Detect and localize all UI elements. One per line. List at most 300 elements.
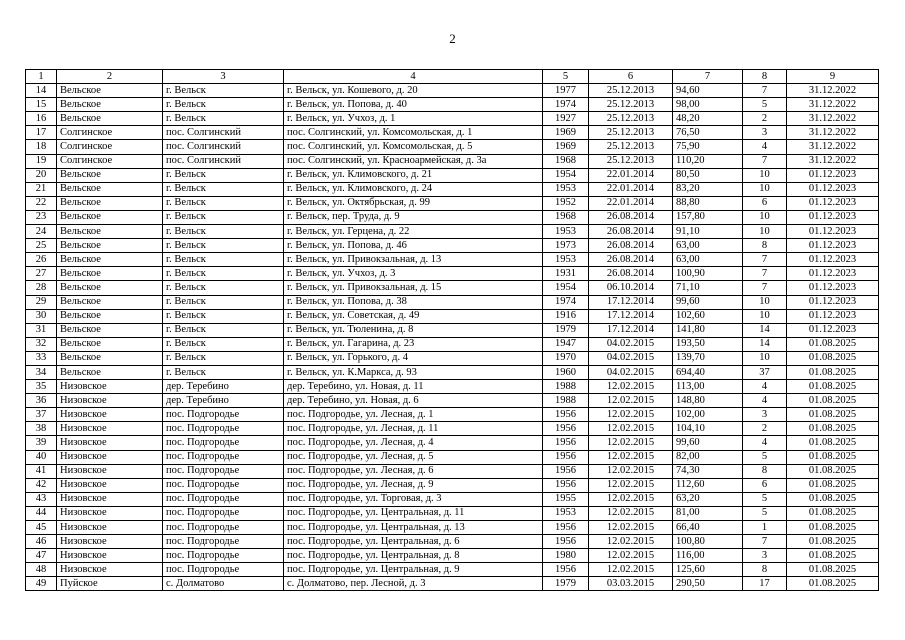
decision-date-cell: 25.12.2013 <box>589 84 673 98</box>
address-cell: г. Вельск, ул. Климовского, д. 24 <box>284 182 543 196</box>
address-cell: с. Долматово, пер. Лесной, д. 3 <box>284 577 543 591</box>
resettlement-deadline-cell: 31.12.2022 <box>787 140 879 154</box>
table-row <box>26 225 879 239</box>
row-number-cell: 24 <box>26 225 57 239</box>
resettlement-deadline-cell: 01.08.2025 <box>787 563 879 577</box>
decision-date-cell: 17.12.2014 <box>589 295 673 309</box>
settlement-cell: Вельское <box>57 253 163 267</box>
residents-count-cell: 14 <box>743 323 787 337</box>
decision-date-cell: 17.12.2014 <box>589 323 673 337</box>
locality-cell: пос. Солгинский <box>163 140 284 154</box>
residents-count-cell: 7 <box>743 535 787 549</box>
address-cell: пос. Подгородье, ул. Лесная, д. 9 <box>284 478 543 492</box>
settlement-cell: Низовское <box>57 422 163 436</box>
row-number-cell: 32 <box>26 337 57 351</box>
locality-cell: г. Вельск <box>163 309 284 323</box>
address-cell: г. Вельск, ул. Советская, д. 49 <box>284 309 543 323</box>
settlement-cell: Низовское <box>57 450 163 464</box>
address-cell: дер. Теребино, ул. Новая, д. 11 <box>284 380 543 394</box>
residents-count-cell: 10 <box>743 225 787 239</box>
decision-date-cell: 22.01.2014 <box>589 168 673 182</box>
decision-date-cell: 26.08.2014 <box>589 210 673 224</box>
build-year-cell: 1980 <box>543 549 589 563</box>
build-year-cell: 1969 <box>543 140 589 154</box>
address-cell: г. Вельск, ул. Привокзальная, д. 15 <box>284 281 543 295</box>
locality-cell: пос. Подгородье <box>163 506 284 520</box>
residents-count-cell: 7 <box>743 154 787 168</box>
resettlement-deadline-cell: 01.08.2025 <box>787 577 879 591</box>
row-number-cell: 15 <box>26 98 57 112</box>
build-year-cell: 1956 <box>543 563 589 577</box>
locality-cell: г. Вельск <box>163 84 284 98</box>
row-number-cell: 47 <box>26 549 57 563</box>
column-number: 4 <box>284 70 543 84</box>
residents-count-cell: 10 <box>743 182 787 196</box>
decision-date-cell: 12.02.2015 <box>589 563 673 577</box>
locality-cell: г. Вельск <box>163 253 284 267</box>
decision-date-cell: 22.01.2014 <box>589 182 673 196</box>
area-cell: 102,60 <box>673 309 743 323</box>
address-cell: г. Вельск, ул. Учхоз, д. 1 <box>284 112 543 126</box>
locality-cell: пос. Подгородье <box>163 464 284 478</box>
locality-cell: пос. Подгородье <box>163 521 284 535</box>
row-number-cell: 45 <box>26 521 57 535</box>
column-number: 9 <box>787 70 879 84</box>
decision-date-cell: 12.02.2015 <box>589 492 673 506</box>
address-cell: г. Вельск, ул. Тюленина, д. 8 <box>284 323 543 337</box>
row-number-cell: 44 <box>26 506 57 520</box>
area-cell: 157,80 <box>673 210 743 224</box>
resettlement-deadline-cell: 01.08.2025 <box>787 464 879 478</box>
address-cell: пос. Подгородье, ул. Центральная, д. 11 <box>284 506 543 520</box>
address-cell: г. Вельск, ул. К.Маркса, д. 93 <box>284 365 543 379</box>
residents-count-cell: 10 <box>743 295 787 309</box>
decision-date-cell: 26.08.2014 <box>589 239 673 253</box>
table-row <box>26 464 879 478</box>
table-row <box>26 450 879 464</box>
settlement-cell: Низовское <box>57 521 163 535</box>
table-row <box>26 126 879 140</box>
locality-cell: пос. Подгородье <box>163 450 284 464</box>
area-cell: 116,00 <box>673 549 743 563</box>
residents-count-cell: 10 <box>743 351 787 365</box>
residents-count-cell: 8 <box>743 464 787 478</box>
residents-count-cell: 1 <box>743 521 787 535</box>
area-cell: 102,00 <box>673 408 743 422</box>
table-row <box>26 337 879 351</box>
area-cell: 141,80 <box>673 323 743 337</box>
resettlement-deadline-cell: 01.08.2025 <box>787 492 879 506</box>
table-row <box>26 210 879 224</box>
table-row <box>26 577 879 591</box>
build-year-cell: 1954 <box>543 168 589 182</box>
residents-count-cell: 4 <box>743 140 787 154</box>
resettlement-deadline-cell: 31.12.2022 <box>787 154 879 168</box>
settlement-cell: Низовское <box>57 478 163 492</box>
decision-date-cell: 12.02.2015 <box>589 464 673 478</box>
decision-date-cell: 26.08.2014 <box>589 225 673 239</box>
resettlement-deadline-cell: 01.08.2025 <box>787 535 879 549</box>
table-row <box>26 267 879 281</box>
locality-cell: с. Долматово <box>163 577 284 591</box>
table-row <box>26 239 879 253</box>
decision-date-cell: 12.02.2015 <box>589 478 673 492</box>
decision-date-cell: 06.10.2014 <box>589 281 673 295</box>
table-row <box>26 506 879 520</box>
locality-cell: г. Вельск <box>163 239 284 253</box>
table-row <box>26 295 879 309</box>
resettlement-deadline-cell: 01.12.2023 <box>787 182 879 196</box>
column-number: 6 <box>589 70 673 84</box>
row-number-cell: 43 <box>26 492 57 506</box>
residents-count-cell: 8 <box>743 239 787 253</box>
settlement-cell: Вельское <box>57 168 163 182</box>
resettlement-deadline-cell: 01.08.2025 <box>787 549 879 563</box>
area-cell: 139,70 <box>673 351 743 365</box>
settlement-cell: Вельское <box>57 84 163 98</box>
decision-date-cell: 12.02.2015 <box>589 436 673 450</box>
settlement-cell: Низовское <box>57 549 163 563</box>
decision-date-cell: 17.12.2014 <box>589 309 673 323</box>
settlement-cell: Вельское <box>57 267 163 281</box>
build-year-cell: 1956 <box>543 464 589 478</box>
settlement-cell: Пуйское <box>57 577 163 591</box>
resettlement-deadline-cell: 31.12.2022 <box>787 126 879 140</box>
settlement-cell: Солгинское <box>57 126 163 140</box>
address-cell: пос. Подгородье, ул. Лесная, д. 1 <box>284 408 543 422</box>
row-number-cell: 38 <box>26 422 57 436</box>
residents-count-cell: 3 <box>743 408 787 422</box>
build-year-cell: 1947 <box>543 337 589 351</box>
resettlement-deadline-cell: 31.12.2022 <box>787 84 879 98</box>
resettlement-deadline-cell: 01.08.2025 <box>787 408 879 422</box>
area-cell: 110,20 <box>673 154 743 168</box>
decision-date-cell: 12.02.2015 <box>589 450 673 464</box>
build-year-cell: 1953 <box>543 182 589 196</box>
address-cell: пос. Подгородье, ул. Лесная, д. 5 <box>284 450 543 464</box>
row-number-cell: 35 <box>26 380 57 394</box>
area-cell: 104,10 <box>673 422 743 436</box>
settlement-cell: Вельское <box>57 112 163 126</box>
locality-cell: г. Вельск <box>163 112 284 126</box>
row-number-cell: 26 <box>26 253 57 267</box>
area-cell: 94,60 <box>673 84 743 98</box>
settlement-cell: Вельское <box>57 182 163 196</box>
build-year-cell: 1916 <box>543 309 589 323</box>
area-cell: 148,80 <box>673 394 743 408</box>
row-number-cell: 17 <box>26 126 57 140</box>
area-cell: 63,20 <box>673 492 743 506</box>
area-cell: 100,90 <box>673 267 743 281</box>
build-year-cell: 1956 <box>543 478 589 492</box>
settlement-cell: Вельское <box>57 309 163 323</box>
area-cell: 125,60 <box>673 563 743 577</box>
resettlement-deadline-cell: 01.12.2023 <box>787 323 879 337</box>
table-row <box>26 84 879 98</box>
build-year-cell: 1953 <box>543 225 589 239</box>
build-year-cell: 1956 <box>543 408 589 422</box>
resettlement-deadline-cell: 01.12.2023 <box>787 281 879 295</box>
decision-date-cell: 25.12.2013 <box>589 126 673 140</box>
decision-date-cell: 12.02.2015 <box>589 506 673 520</box>
area-cell: 48,20 <box>673 112 743 126</box>
area-cell: 99,60 <box>673 436 743 450</box>
resettlement-deadline-cell: 01.12.2023 <box>787 295 879 309</box>
settlement-cell: Низовское <box>57 506 163 520</box>
row-number-cell: 37 <box>26 408 57 422</box>
area-cell: 75,90 <box>673 140 743 154</box>
table-row <box>26 196 879 210</box>
locality-cell: г. Вельск <box>163 365 284 379</box>
build-year-cell: 1956 <box>543 521 589 535</box>
area-cell: 63,00 <box>673 253 743 267</box>
area-cell: 63,00 <box>673 239 743 253</box>
column-number: 1 <box>26 70 57 84</box>
table-row <box>26 168 879 182</box>
decision-date-cell: 12.02.2015 <box>589 521 673 535</box>
row-number-cell: 48 <box>26 563 57 577</box>
address-cell: г. Вельск, ул. Попова, д. 46 <box>284 239 543 253</box>
residents-count-cell: 2 <box>743 422 787 436</box>
resettlement-deadline-cell: 01.12.2023 <box>787 225 879 239</box>
address-cell: пос. Солгинский, ул. Комсомольская, д. 1 <box>284 126 543 140</box>
locality-cell: г. Вельск <box>163 168 284 182</box>
decision-date-cell: 04.02.2015 <box>589 365 673 379</box>
housing-registry-table <box>25 69 879 591</box>
row-number-cell: 49 <box>26 577 57 591</box>
build-year-cell: 1974 <box>543 98 589 112</box>
decision-date-cell: 26.08.2014 <box>589 253 673 267</box>
resettlement-deadline-cell: 01.08.2025 <box>787 521 879 535</box>
column-number: 5 <box>543 70 589 84</box>
locality-cell: пос. Подгородье <box>163 563 284 577</box>
build-year-cell: 1988 <box>543 394 589 408</box>
row-number-cell: 42 <box>26 478 57 492</box>
address-cell: г. Вельск, ул. Привокзальная, д. 13 <box>284 253 543 267</box>
row-number-cell: 39 <box>26 436 57 450</box>
locality-cell: пос. Подгородье <box>163 408 284 422</box>
decision-date-cell: 22.01.2014 <box>589 196 673 210</box>
area-cell: 88,80 <box>673 196 743 210</box>
build-year-cell: 1931 <box>543 267 589 281</box>
area-cell: 83,20 <box>673 182 743 196</box>
row-number-cell: 21 <box>26 182 57 196</box>
build-year-cell: 1968 <box>543 154 589 168</box>
locality-cell: пос. Подгородье <box>163 535 284 549</box>
resettlement-deadline-cell: 01.12.2023 <box>787 239 879 253</box>
table-row <box>26 422 879 436</box>
row-number-cell: 23 <box>26 210 57 224</box>
settlement-cell: Низовское <box>57 492 163 506</box>
residents-count-cell: 7 <box>743 84 787 98</box>
table-row <box>26 309 879 323</box>
table-row <box>26 365 879 379</box>
locality-cell: пос. Подгородье <box>163 549 284 563</box>
area-cell: 80,50 <box>673 168 743 182</box>
build-year-cell: 1973 <box>543 239 589 253</box>
settlement-cell: Низовское <box>57 563 163 577</box>
build-year-cell: 1969 <box>543 126 589 140</box>
table-row <box>26 563 879 577</box>
residents-count-cell: 17 <box>743 577 787 591</box>
resettlement-deadline-cell: 01.12.2023 <box>787 210 879 224</box>
residents-count-cell: 10 <box>743 210 787 224</box>
resettlement-deadline-cell: 01.12.2023 <box>787 253 879 267</box>
build-year-cell: 1953 <box>543 253 589 267</box>
settlement-cell: Вельское <box>57 323 163 337</box>
column-number: 7 <box>673 70 743 84</box>
row-number-cell: 33 <box>26 351 57 365</box>
resettlement-deadline-cell: 01.08.2025 <box>787 422 879 436</box>
row-number-cell: 16 <box>26 112 57 126</box>
settlement-cell: Вельское <box>57 239 163 253</box>
locality-cell: г. Вельск <box>163 281 284 295</box>
locality-cell: пос. Солгинский <box>163 154 284 168</box>
resettlement-deadline-cell: 01.08.2025 <box>787 351 879 365</box>
row-number-cell: 28 <box>26 281 57 295</box>
address-cell: пос. Подгородье, ул. Лесная, д. 11 <box>284 422 543 436</box>
table-body <box>26 70 879 591</box>
decision-date-cell: 12.02.2015 <box>589 422 673 436</box>
locality-cell: г. Вельск <box>163 182 284 196</box>
residents-count-cell: 10 <box>743 168 787 182</box>
area-cell: 82,00 <box>673 450 743 464</box>
residents-count-cell: 3 <box>743 549 787 563</box>
residents-count-cell: 7 <box>743 253 787 267</box>
locality-cell: г. Вельск <box>163 295 284 309</box>
settlement-cell: Вельское <box>57 337 163 351</box>
decision-date-cell: 25.12.2013 <box>589 112 673 126</box>
resettlement-deadline-cell: 01.12.2023 <box>787 267 879 281</box>
table-row <box>26 478 879 492</box>
decision-date-cell: 12.02.2015 <box>589 535 673 549</box>
build-year-cell: 1953 <box>543 506 589 520</box>
resettlement-deadline-cell: 01.08.2025 <box>787 380 879 394</box>
residents-count-cell: 14 <box>743 337 787 351</box>
column-number: 8 <box>743 70 787 84</box>
locality-cell: пос. Солгинский <box>163 126 284 140</box>
locality-cell: г. Вельск <box>163 225 284 239</box>
table-row <box>26 408 879 422</box>
settlement-cell: Вельское <box>57 295 163 309</box>
table-row <box>26 140 879 154</box>
residents-count-cell: 5 <box>743 98 787 112</box>
locality-cell: г. Вельск <box>163 323 284 337</box>
table-row <box>26 535 879 549</box>
row-number-cell: 34 <box>26 365 57 379</box>
build-year-cell: 1974 <box>543 295 589 309</box>
table-row <box>26 112 879 126</box>
table-row <box>26 154 879 168</box>
table-row <box>26 394 879 408</box>
build-year-cell: 1960 <box>543 365 589 379</box>
row-number-cell: 25 <box>26 239 57 253</box>
locality-cell: пос. Подгородье <box>163 478 284 492</box>
column-number: 3 <box>163 70 284 84</box>
row-number-cell: 14 <box>26 84 57 98</box>
settlement-cell: Низовское <box>57 535 163 549</box>
locality-cell: г. Вельск <box>163 98 284 112</box>
decision-date-cell: 25.12.2013 <box>589 140 673 154</box>
column-number: 2 <box>57 70 163 84</box>
settlement-cell: Вельское <box>57 196 163 210</box>
address-cell: пос. Подгородье, ул. Центральная, д. 8 <box>284 549 543 563</box>
settlement-cell: Вельское <box>57 225 163 239</box>
resettlement-deadline-cell: 01.12.2023 <box>787 168 879 182</box>
address-cell: пос. Подгородье, ул. Лесная, д. 4 <box>284 436 543 450</box>
area-cell: 71,10 <box>673 281 743 295</box>
decision-date-cell: 04.02.2015 <box>589 337 673 351</box>
row-number-cell: 31 <box>26 323 57 337</box>
locality-cell: пос. Подгородье <box>163 492 284 506</box>
build-year-cell: 1927 <box>543 112 589 126</box>
settlement-cell: Вельское <box>57 98 163 112</box>
address-cell: г. Вельск, ул. Попова, д. 40 <box>284 98 543 112</box>
build-year-cell: 1956 <box>543 535 589 549</box>
table-row <box>26 253 879 267</box>
decision-date-cell: 25.12.2013 <box>589 98 673 112</box>
residents-count-cell: 7 <box>743 281 787 295</box>
build-year-cell: 1956 <box>543 422 589 436</box>
column-number-row <box>26 70 879 84</box>
settlement-cell: Низовское <box>57 394 163 408</box>
area-cell: 66,40 <box>673 521 743 535</box>
locality-cell: пос. Подгородье <box>163 422 284 436</box>
resettlement-deadline-cell: 31.12.2022 <box>787 112 879 126</box>
settlement-cell: Низовское <box>57 436 163 450</box>
area-cell: 76,50 <box>673 126 743 140</box>
address-cell: пос. Подгородье, ул. Центральная, д. 6 <box>284 535 543 549</box>
residents-count-cell: 10 <box>743 309 787 323</box>
settlement-cell: Вельское <box>57 281 163 295</box>
locality-cell: г. Вельск <box>163 210 284 224</box>
address-cell: пос. Подгородье, ул. Лесная, д. 6 <box>284 464 543 478</box>
residents-count-cell: 3 <box>743 126 787 140</box>
settlement-cell: Вельское <box>57 351 163 365</box>
resettlement-deadline-cell: 01.08.2025 <box>787 436 879 450</box>
address-cell: г. Вельск, ул. Гагарина, д. 23 <box>284 337 543 351</box>
table-row <box>26 549 879 563</box>
area-cell: 98,00 <box>673 98 743 112</box>
residents-count-cell: 5 <box>743 506 787 520</box>
residents-count-cell: 7 <box>743 267 787 281</box>
row-number-cell: 41 <box>26 464 57 478</box>
resettlement-deadline-cell: 01.08.2025 <box>787 450 879 464</box>
residents-count-cell: 4 <box>743 380 787 394</box>
area-cell: 112,60 <box>673 478 743 492</box>
address-cell: пос. Подгородье, ул. Центральная, д. 13 <box>284 521 543 535</box>
build-year-cell: 1979 <box>543 323 589 337</box>
resettlement-deadline-cell: 01.08.2025 <box>787 365 879 379</box>
locality-cell: дер. Теребино <box>163 380 284 394</box>
area-cell: 193,50 <box>673 337 743 351</box>
decision-date-cell: 12.02.2015 <box>589 380 673 394</box>
resettlement-deadline-cell: 01.12.2023 <box>787 309 879 323</box>
row-number-cell: 20 <box>26 168 57 182</box>
build-year-cell: 1968 <box>543 210 589 224</box>
decision-date-cell: 12.02.2015 <box>589 408 673 422</box>
decision-date-cell: 25.12.2013 <box>589 154 673 168</box>
resettlement-deadline-cell: 01.08.2025 <box>787 506 879 520</box>
area-cell: 74,30 <box>673 464 743 478</box>
row-number-cell: 46 <box>26 535 57 549</box>
row-number-cell: 22 <box>26 196 57 210</box>
row-number-cell: 40 <box>26 450 57 464</box>
table-row <box>26 380 879 394</box>
address-cell: г. Вельск, пер. Труда, д. 9 <box>284 210 543 224</box>
area-cell: 91,10 <box>673 225 743 239</box>
locality-cell: пос. Подгородье <box>163 436 284 450</box>
